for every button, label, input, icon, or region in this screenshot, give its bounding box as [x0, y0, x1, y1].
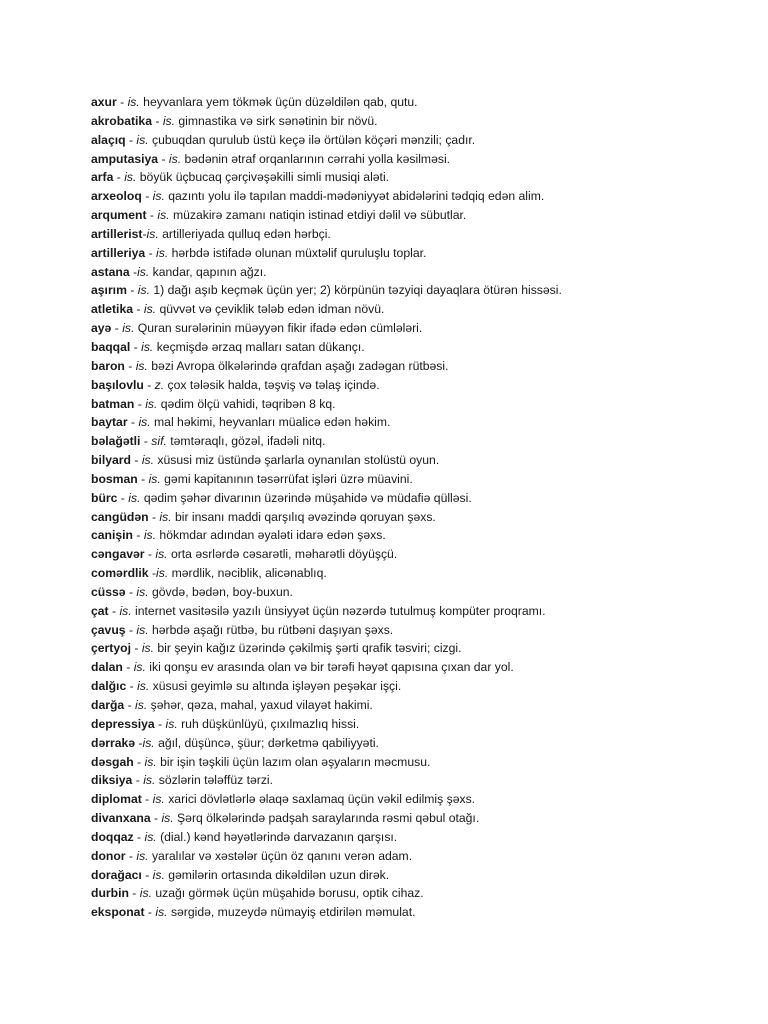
entry-separator: -	[130, 453, 142, 468]
glossary-entry	[91, 319, 751, 338]
entry-definition: hərbdə istifadə olunan müxtəlif quruluşlu toplar.	[171, 245, 427, 260]
entry-definition: Şərq ölkələrində padşah saraylarında rəsmi qəbul otağı.	[177, 811, 480, 826]
entry-separator: -	[126, 283, 138, 298]
entry-separator: -	[124, 698, 136, 712]
entry-separator: -	[125, 132, 137, 147]
glossary-entry	[91, 206, 751, 225]
entry-term: diplomat	[91, 792, 142, 807]
entry-separator: -	[126, 679, 138, 694]
entry-part-of-speech: is.	[143, 528, 157, 543]
entry-term: axur	[91, 95, 117, 109]
entry-term: doqqaz	[91, 829, 134, 844]
entry-part-of-speech: is.	[159, 509, 172, 524]
glossary-entry	[91, 112, 751, 131]
glossary-entry	[91, 150, 751, 169]
entry-part-of-speech: is.	[141, 641, 154, 656]
glossary-entry	[91, 470, 751, 489]
glossary-entry	[91, 489, 751, 508]
entry-definition: bir insanı maddi qarşılıq əvəzində qoruyan şəxs.	[174, 509, 436, 524]
entry-definition: gəmilərin ortasında dikəldilən uzun dirək.	[168, 867, 390, 882]
entry-term: alaçıq	[91, 132, 126, 147]
glossary-entry	[91, 357, 751, 376]
entry-separator: -	[154, 716, 166, 731]
entry-part-of-speech: is.	[133, 660, 146, 675]
entry-separator: -	[116, 95, 128, 109]
entry-part-of-speech: is.	[136, 584, 149, 599]
entry-part-of-speech: is.	[156, 566, 169, 581]
entry-separator: -	[122, 660, 134, 675]
document-page	[91, 93, 751, 922]
entry-definition: xarici dövlətlərlə əlaqə saxlamaq üçün vəkil edilmiş şəxs.	[168, 792, 476, 807]
entry-definition: (dial.) kənd həyətlərində darvazanın qarşısı.	[160, 829, 398, 844]
entry-part-of-speech: is.	[136, 622, 149, 637]
entry-part-of-speech: is.	[141, 339, 154, 354]
entry-separator: -	[137, 471, 149, 486]
glossary-entry	[91, 884, 751, 903]
glossary-entry	[91, 395, 751, 414]
entry-term: arqument	[91, 208, 147, 223]
entry-term: arxeoloq	[91, 189, 142, 204]
entry-part-of-speech: is.	[162, 113, 175, 128]
glossary-entry	[91, 338, 751, 357]
entry-term: atletika	[91, 302, 134, 317]
entry-definition: bir işin təşkili üçün lazım olan əşyaların məcmusu.	[160, 754, 431, 769]
glossary-entry	[91, 526, 751, 545]
entry-separator: -	[151, 113, 163, 128]
entry-term: cəngavər	[91, 547, 145, 562]
entry-term: ayə	[91, 321, 112, 336]
glossary-entry	[91, 131, 751, 150]
glossary-entry	[91, 225, 751, 244]
glossary-entry	[91, 903, 751, 922]
glossary-entry	[91, 621, 751, 640]
glossary-entry	[91, 508, 751, 527]
entry-term: arfa	[91, 170, 114, 185]
entry-term: çertyoj	[91, 641, 131, 656]
entry-definition: böyük üçbucaq çərçivəşəkilli simli musiqi aləti.	[139, 170, 390, 185]
entry-definition: yaralılar və xəstələr üçün öz qanını verən adam.	[151, 848, 413, 863]
glossary-entry	[91, 93, 751, 112]
entry-part-of-speech: is.	[152, 867, 165, 882]
entry-separator: -	[125, 848, 137, 863]
glossary-entry	[91, 413, 751, 432]
entry-definition: mərdlik, nəciblik, alicənablıq.	[171, 566, 327, 581]
glossary-entry	[91, 376, 751, 395]
entry-definition: gövdə, bədən, boy-buxun.	[151, 584, 293, 599]
entry-term: bilyard	[91, 453, 131, 468]
entry-definition: qədim şəhər divarının üzərində müşahidə və müdafiə qülləsi.	[143, 490, 472, 505]
entry-separator: -	[141, 867, 153, 882]
entry-definition: keçmişdə ərzaq malları satan dükançı.	[156, 339, 365, 354]
entry-term: bürc	[91, 490, 118, 505]
entry-separator: -	[125, 622, 137, 637]
entry-separator: -	[150, 811, 162, 826]
entry-part-of-speech: is.	[143, 773, 156, 788]
entry-term: baron	[91, 358, 125, 373]
entry-separator: -	[113, 170, 125, 185]
glossary-entry	[91, 451, 751, 470]
entry-term: akrobatika	[91, 113, 152, 128]
entry-term: canişin	[91, 528, 133, 543]
entry-part-of-speech: is.	[157, 208, 170, 223]
entry-part-of-speech: is.	[124, 170, 137, 185]
entry-term: batman	[91, 396, 135, 411]
entry-definition: çox tələsik halda, təşviş və təlaş içində.	[167, 377, 380, 392]
entry-separator: -	[143, 377, 155, 392]
entry-definition: internet vasitəsilə yazılı ünsiyyət üçün nəzərdə tutulmuş kompüter proqramı.	[135, 603, 546, 618]
entry-part-of-speech: is.	[155, 547, 168, 562]
entry-separator: -	[146, 208, 158, 223]
entry-separator: -	[141, 792, 153, 807]
entry-separator: -	[141, 189, 153, 204]
entry-term: bosman	[91, 471, 138, 486]
entry-definition: çubuqdan qurulub üstü keçə ilə örtülən köçəri mənzili; çadır.	[151, 132, 476, 147]
entry-definition: iki qonşu ev arasında olan və bir tərəfi həyət qapısına çıxan dar yol.	[149, 660, 514, 675]
entry-term: çat	[91, 603, 109, 618]
entry-definition: uzağı görmək üçün müşahidə borusu, optik cihaz.	[155, 886, 424, 901]
entry-part-of-speech: is.	[137, 679, 150, 694]
entry-part-of-speech: is.	[152, 189, 165, 204]
entry-term: comərdlik	[91, 566, 149, 581]
entry-part-of-speech: is.	[122, 321, 135, 336]
entry-part-of-speech: is.	[168, 151, 182, 166]
entry-part-of-speech: is.	[138, 415, 151, 430]
entry-part-of-speech: is.	[127, 95, 140, 109]
entry-term: bəlağətli	[91, 434, 141, 449]
entry-term: amputasiya	[91, 151, 159, 166]
entry-part-of-speech: is.	[152, 792, 165, 807]
glossary-entry	[91, 281, 751, 300]
entry-term: aşırım	[91, 283, 127, 298]
glossary-entry	[91, 187, 751, 206]
glossary-entry	[91, 809, 751, 828]
entry-term: cüssə	[91, 584, 126, 599]
entry-definition: bir şeyin kağız üzərində çəkilmiş şərti qrafik təsviri; cizgi.	[157, 641, 462, 656]
entry-part-of-speech: is.	[144, 754, 157, 769]
entry-definition: 1) dağı aşıb keçmək üçün yer; 2) körpünün təzyiqi dayaqlara ötürən hissəsi.	[153, 283, 562, 298]
glossary-entry	[91, 244, 751, 263]
entry-separator: -	[144, 905, 156, 920]
glossary-entry	[91, 677, 751, 696]
entry-separator: -	[128, 886, 140, 901]
entry-separator: -	[133, 302, 144, 317]
entry-part-of-speech: is.	[141, 453, 154, 468]
entry-term: dəsgah	[91, 754, 134, 769]
glossary-entry	[91, 639, 751, 658]
entry-term: diksiya	[91, 773, 133, 788]
entry-definition: bədənin ətraf orqanlarının cərrahi yolla kəsilməsi.	[184, 151, 451, 166]
entry-definition: orta əsrlərdə cəsarətli, məharətli döyüşçü.	[170, 547, 398, 562]
entry-definition: gəmi kapitanının təsərrüfat işləri üzrə müavini.	[164, 471, 413, 486]
glossary-entry	[91, 734, 751, 753]
entry-separator: -	[133, 754, 145, 769]
entry-separator: -	[111, 321, 123, 336]
entry-part-of-speech: is.	[156, 245, 169, 260]
entry-separator: -	[132, 773, 144, 788]
glossary-entry	[91, 564, 751, 583]
entry-separator: -	[127, 415, 139, 430]
entry-separator: -	[130, 641, 142, 656]
entry-separator: -	[148, 566, 157, 581]
entry-definition: qədim ölçü vahidi, təqribən 8 kq.	[160, 396, 336, 411]
entry-term: baqqal	[91, 339, 131, 354]
entry-separator: -	[148, 509, 160, 524]
entry-definition: kandar, qapının ağzı.	[152, 264, 267, 279]
glossary-entry	[91, 602, 751, 621]
glossary-entry	[91, 168, 751, 187]
entry-separator: -	[133, 829, 145, 844]
entry-definition: mal həkimi, heyvanları müalicə edən həkim.	[154, 415, 391, 430]
entry-term: durbin	[91, 886, 129, 901]
entry-separator: -	[108, 603, 120, 618]
entry-definition: artilleriyada qulluq edən hərbçi.	[162, 226, 331, 241]
entry-term: başılovlu	[91, 377, 144, 392]
entry-term: cangüdən	[91, 509, 149, 524]
entry-separator: -	[124, 358, 136, 373]
entry-definition: müzakirə zamanı natiqin istinad etdiyi dəlil və sübutlar.	[172, 208, 467, 223]
glossary-entry	[91, 828, 751, 847]
glossary-entry	[91, 263, 751, 282]
entry-definition: Quran surələrinin müəyyən fikir ifadə edən cümlələri.	[137, 321, 423, 336]
entry-definition: hökmdar adından əyaləti idarə edən şəxs.	[159, 528, 386, 543]
glossary-entry	[91, 583, 751, 602]
entry-part-of-speech: is.	[139, 886, 152, 901]
entry-separator: -	[125, 584, 137, 599]
entry-definition: bəzi Avropa ölkələrində qrafdan aşağı zadəgan rütbəsi.	[151, 358, 449, 373]
glossary-entry	[91, 696, 751, 715]
glossary-entry	[91, 658, 751, 677]
glossary-entry	[91, 790, 751, 809]
entry-term: donor	[91, 848, 126, 863]
entry-term: dorağacı	[91, 867, 142, 882]
entry-term: baytar	[91, 415, 128, 430]
glossary-entry	[91, 866, 751, 885]
entry-term: eksponat	[91, 905, 145, 920]
entry-part-of-speech: is.	[161, 811, 174, 826]
entry-part-of-speech: is.	[148, 471, 161, 486]
glossary-entry	[91, 847, 751, 866]
entry-term: depressiya	[91, 716, 155, 731]
entry-definition: sözlərin tələffüz tərzi.	[158, 773, 274, 788]
entry-separator: -	[130, 339, 142, 354]
entry-separator: -	[140, 434, 152, 449]
entry-part-of-speech: sif.	[151, 434, 167, 449]
glossary-entry	[91, 432, 751, 451]
entry-part-of-speech: is.	[165, 716, 178, 731]
entry-separator: -	[144, 547, 156, 562]
entry-part-of-speech: is.	[136, 132, 149, 147]
entry-definition: xüsusi geyimlə su altında işləyən peşəkar işçi.	[152, 679, 402, 694]
entry-separator: -	[135, 735, 143, 750]
entry-definition: ağıl, düşüncə, şüur; dərketmə qabiliyyəti.	[158, 735, 379, 750]
entry-part-of-speech: is.	[155, 905, 168, 920]
entry-definition: qüvvət və çeviklik tələb edən idman növü.	[159, 302, 385, 317]
glossary-entry	[91, 753, 751, 772]
entry-term: darğa	[91, 698, 125, 712]
entry-part-of-speech: is.	[119, 603, 132, 618]
glossary-entry	[91, 715, 751, 734]
entry-part-of-speech: is.	[135, 358, 148, 373]
entry-definition: heyvanlara yem tökmək üçün düzəldilən qab, qutu.	[143, 95, 418, 109]
entry-term: divanxana	[91, 811, 151, 826]
entry-part-of-speech: is.	[135, 698, 148, 712]
entry-part-of-speech: is.	[146, 226, 159, 241]
entry-part-of-speech: is.	[145, 396, 158, 411]
entry-definition: təmtəraqlı, gözəl, ifadəli nitq.	[170, 434, 326, 449]
entry-part-of-speech: is.	[128, 490, 141, 505]
entry-separator: -	[142, 226, 147, 241]
entry-definition: qazıntı yolu ilə tapılan maddi-mədəniyyət abidələrini tədqiq edən alim.	[168, 189, 545, 204]
entry-term: astana	[91, 264, 130, 279]
entry-term: dalan	[91, 660, 123, 675]
entry-term: dalğıc	[91, 679, 127, 694]
glossary-entry	[91, 771, 751, 790]
entry-definition: ruh düşkünlüyü, çıxılmazlıq hissi.	[181, 716, 360, 731]
entry-part-of-speech: is.	[137, 283, 150, 298]
entry-definition: gimnastika və sirk sənətinin bir növü.	[178, 113, 378, 128]
entry-definition: şəhər, qəza, mahal, yaxud vilayət hakimi.	[150, 698, 373, 712]
entry-separator: -	[158, 151, 169, 166]
entry-part-of-speech: z.	[154, 377, 165, 392]
entry-term: çavuş	[91, 622, 126, 637]
entry-separator: -	[145, 245, 157, 260]
entry-part-of-speech: is.	[137, 264, 150, 279]
entry-separator: -	[133, 528, 144, 543]
entry-part-of-speech: is.	[143, 302, 157, 317]
entry-term: dərrakə	[91, 735, 136, 750]
entry-part-of-speech: is.	[136, 848, 149, 863]
entry-term: artilleriya	[91, 245, 146, 260]
entry-definition: sərgidə, muzeydə nümayiş etdirilən məmulat.	[170, 905, 416, 920]
entry-part-of-speech: is.	[142, 735, 155, 750]
entry-part-of-speech: is.	[144, 829, 157, 844]
glossary-entry	[91, 300, 751, 319]
entry-definition: xüsusi miz üstündə şarlarla oynanılan stolüstü oyun.	[157, 453, 440, 468]
glossary-entry	[91, 545, 751, 564]
entry-separator: -	[129, 264, 138, 279]
entry-separator: -	[117, 490, 129, 505]
entry-definition: hərbdə aşağı rütbə, bu rütbəni daşıyan şəxs.	[151, 622, 394, 637]
entry-separator: -	[134, 396, 146, 411]
entry-term: artillerist	[91, 226, 143, 241]
